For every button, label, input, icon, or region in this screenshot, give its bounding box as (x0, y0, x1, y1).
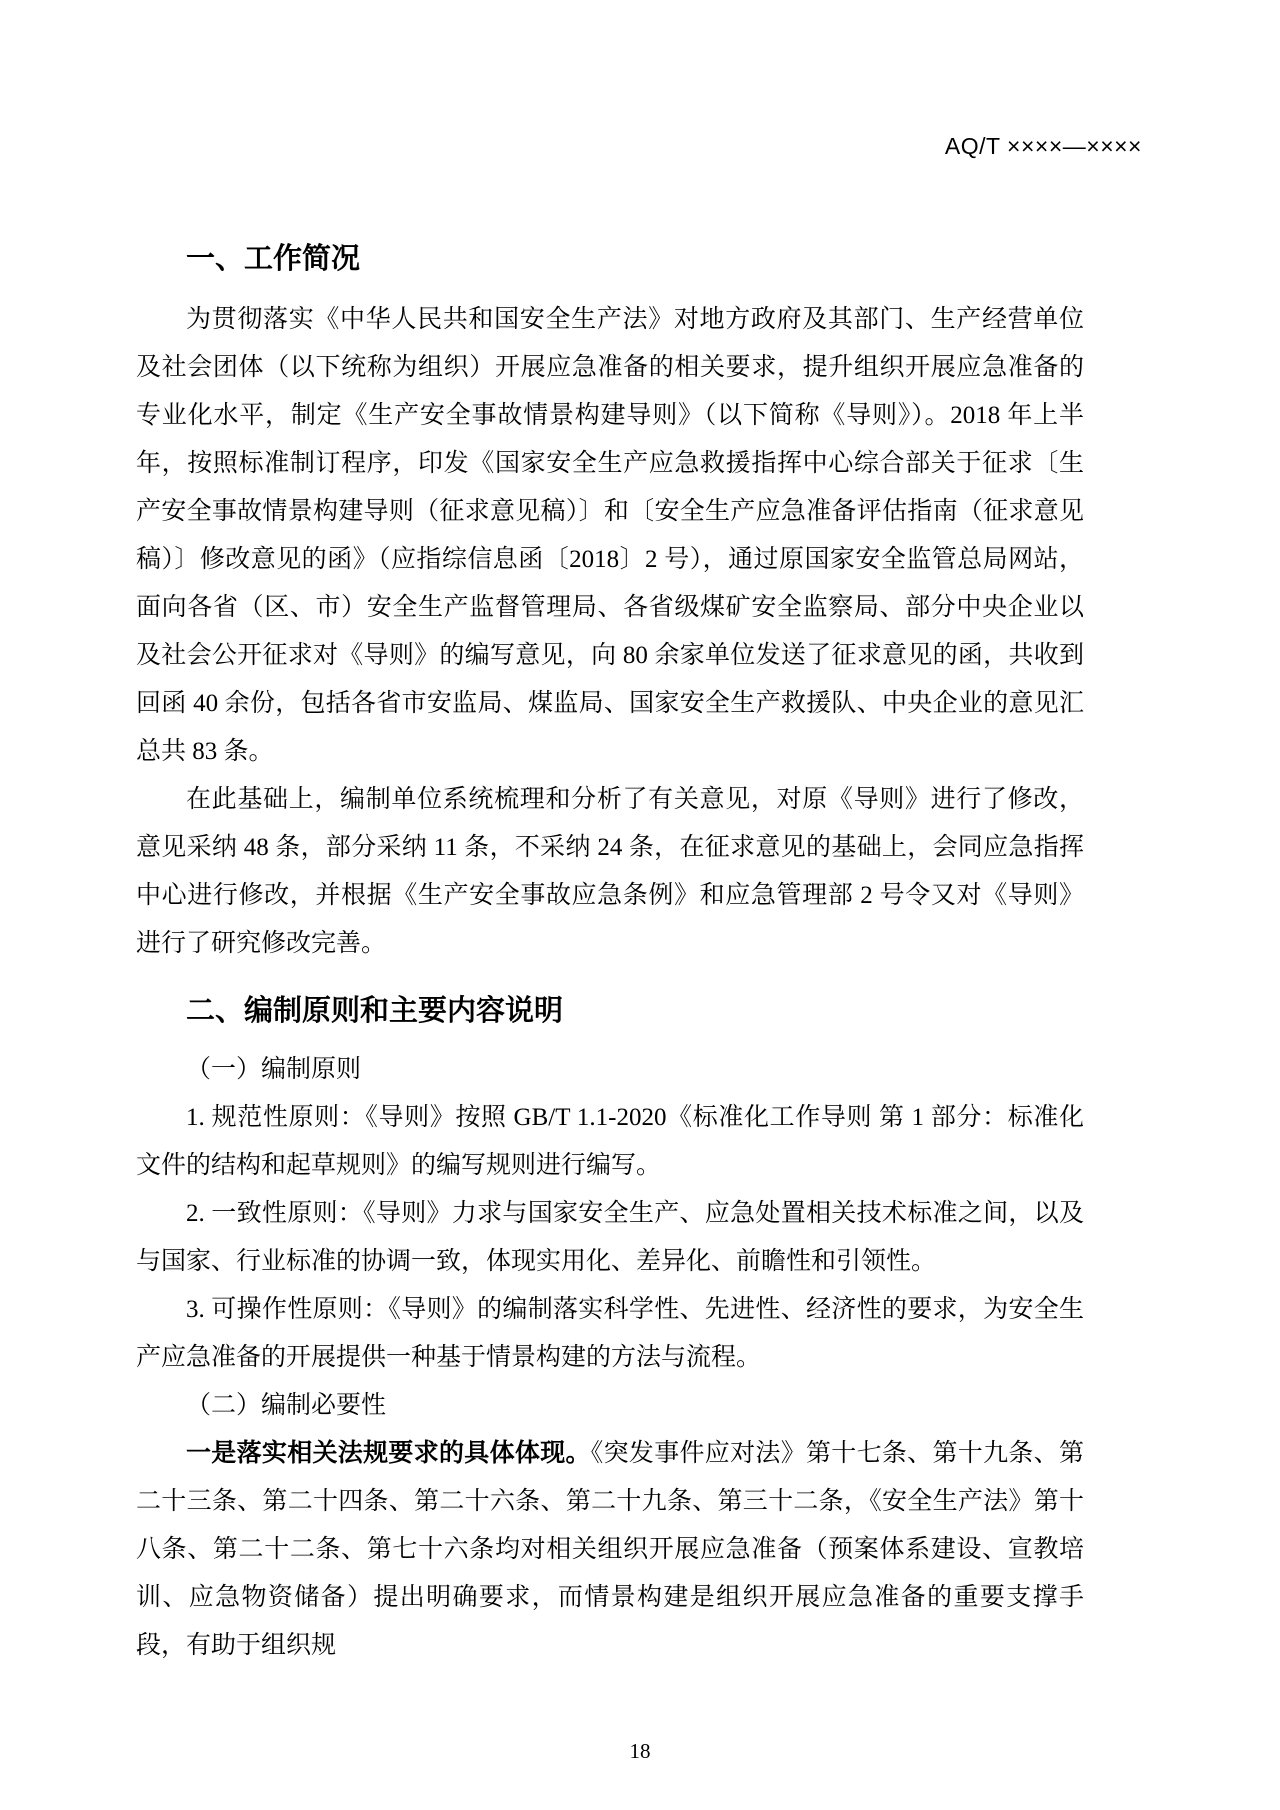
principle-item-3: 3. 可操作性原则：《导则》的编制落实科学性、先进性、经济性的要求，为安全生产应急准备的开展提供一种基于情景构建的方法与流程。 (136, 1296, 1084, 1371)
page-number: 18 (629, 1739, 651, 1763)
principle-item-1: 1. 规范性原则：《导则》按照 GB/T 1.1-2020《标准化工作导则 第 1 部分：标准化文件的结构和起草规则》的编写规则进行编写。 (136, 1104, 1084, 1179)
section-2-subheading-1: （一）编制原则 (186, 1056, 362, 1083)
necessity-paragraph-lead: 一是落实相关法规要求的具体体现。 (186, 1440, 591, 1467)
document-code-header: AQ/T ××××—×××× (944, 133, 1142, 159)
section-2-heading: 二、编制原则和主要内容说明 (186, 995, 564, 1027)
necessity-paragraph (136, 1430, 1084, 1670)
necessity-paragraph-rest: 《突发事件应对法》第十七条、第十九条、第二十三条、第二十四条、第二十六条、第二十九条、第三十二条，《安全生产法》第十八条、第二十二条、第七十六条均对相关组织开展应急准备（预案体系建设、宣教培训、应急物资储备）提出明确要求，而情景构建是组织开展应急准备的重要支撑手段，有助于组织规 (136, 1440, 1084, 1659)
section-2-subheading-2: （二）编制必要性 (186, 1392, 387, 1419)
principle-item-2: 2. 一致性原则：《导则》力求与国家安全生产、应急处置相关技术标准之间，以及与国家、行业标准的协调一致，体现实用化、差异化、前瞻性和引领性。 (136, 1200, 1084, 1275)
section-1-paragraph-1: 为贯彻落实《中华人民共和国安全生产法》对地方政府及其部门、生产经营单位及社会团体（以下统称为组织）开展应急准备的相关要求，提升组织开展应急准备的专业化水平，制定《生产安全事故情景构建导则》（以下简称《导则》）。2018 年上半年，按照标准制订程序，印发《国家安全生产应急救援指挥中心综合部关于征求〔生产安全事故情景构建导则（征求意见稿）〕和〔安全生产应急准备评估指南（征求意见稿）〕修改意见的函》（应指综信息函〔2018〕2 号），通过原国家安全监管总局网站，面向各省（区、市）安全生产监督管理局、各省级煤矿安全监察局、部分中央企业以及社会公开征求对《导则》的编写意见，向 80 余家单位发送了征求意见的函，共收到回函 40 余份，包括各省市安监局、煤监局、国家安全生产救援队、中央企业的意见汇总共 83 条。 (136, 306, 1084, 765)
section-1-heading: 一、工作简况 (186, 243, 361, 275)
section-1-paragraph-2: 在此基础上，编制单位系统梳理和分析了有关意见，对原《导则》进行了修改，意见采纳 48 条，部分采纳 11 条，不采纳 24 条，在征求意见的基础上，会同应急指挥中心进行修改，并根据《生产安全事故应急条例》和应急管理部 2 号令又对《导则》进行了研究修改完善。 (136, 786, 1084, 957)
